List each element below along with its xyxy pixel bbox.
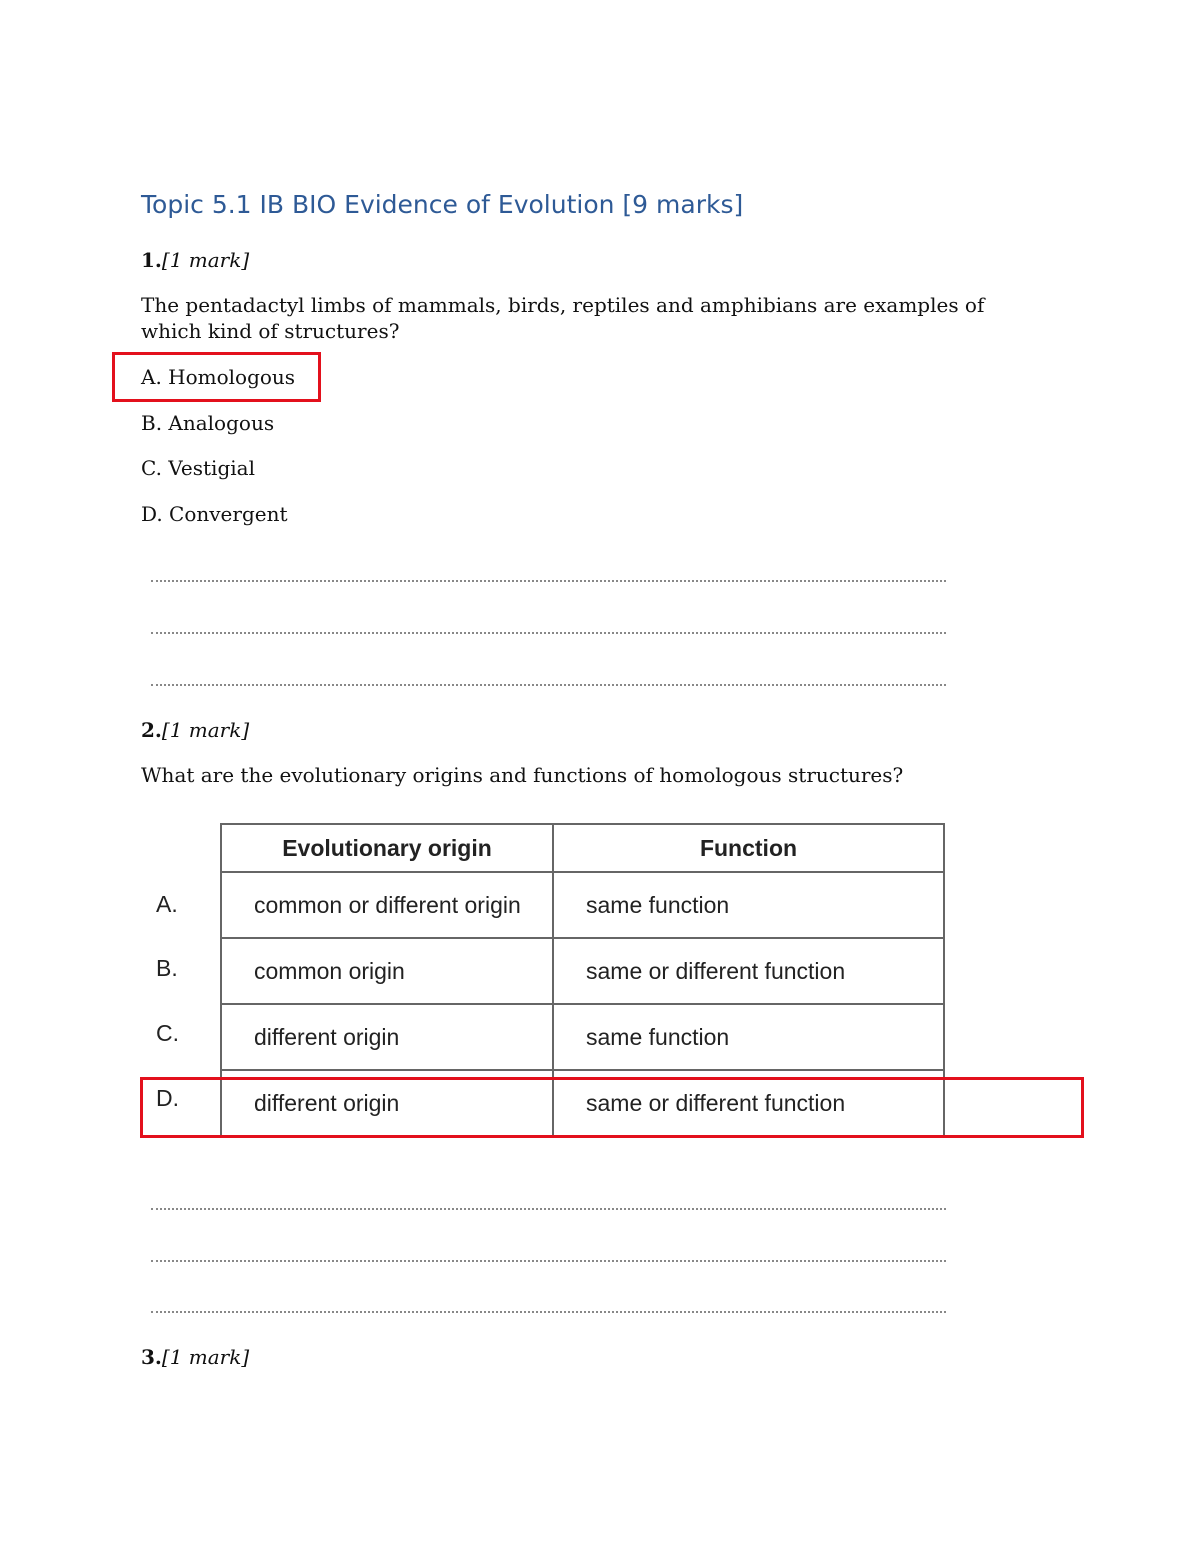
table-header-row xyxy=(221,824,944,872)
table-cell-origin: common origin xyxy=(221,938,553,1004)
question-3-header xyxy=(141,1345,249,1369)
answer-highlight-q2 xyxy=(140,1077,1084,1138)
table-row-label-c: C. xyxy=(156,1020,179,1046)
table-cell-origin: different origin xyxy=(221,1004,553,1070)
table-row xyxy=(221,872,944,938)
answer-line xyxy=(151,580,946,582)
answer-line xyxy=(151,1208,946,1210)
question-1-number: 1. xyxy=(141,248,162,272)
option-a: A. Homologous xyxy=(141,365,296,389)
answer-line xyxy=(151,1260,946,1262)
table-cell-function: same function xyxy=(553,872,944,938)
table-header-origin: Evolutionary origin xyxy=(221,824,553,872)
table-row xyxy=(221,1004,944,1070)
option-b: B. Analogous xyxy=(141,411,275,435)
table-row-label-a: A. xyxy=(156,891,178,917)
table-cell-function: same or different function xyxy=(553,1070,944,1136)
table-cell-origin: different origin xyxy=(221,1070,553,1136)
question-1-text: The pentadactyl limbs of mammals, birds, reptiles and amphibians are examples of which kind of structures? xyxy=(141,293,985,343)
option-d: D. Convergent xyxy=(141,502,288,526)
question-2-text: What are the evolutionary origins and functions of homologous structures? xyxy=(141,763,904,787)
table-row xyxy=(221,938,944,1004)
table-cell-function: same function xyxy=(553,1004,944,1070)
question-2-header xyxy=(141,718,249,742)
answer-highlight-q1 xyxy=(112,352,321,402)
table-row-label-d: D. xyxy=(156,1085,179,1111)
table-cell-function: same or different function xyxy=(553,938,944,1004)
answer-line xyxy=(151,1311,946,1313)
page-title: Topic 5.1 IB BIO Evidence of Evolution [9 marks] xyxy=(141,190,744,219)
table-cell-origin: common or different origin xyxy=(221,872,553,938)
table-row-label-b: B. xyxy=(156,955,178,981)
question-1-header xyxy=(141,248,249,272)
question-3-number: 3. xyxy=(141,1345,162,1369)
question-2-marks: [1 mark] xyxy=(161,718,250,742)
option-c: C. Vestigial xyxy=(141,456,255,480)
question-1-marks: [1 mark] xyxy=(161,248,250,272)
answer-line xyxy=(151,632,946,634)
question-2-number: 2. xyxy=(141,718,162,742)
answer-line xyxy=(151,684,946,686)
table-header-function: Function xyxy=(553,824,944,872)
question-3-marks: [1 mark] xyxy=(161,1345,250,1369)
